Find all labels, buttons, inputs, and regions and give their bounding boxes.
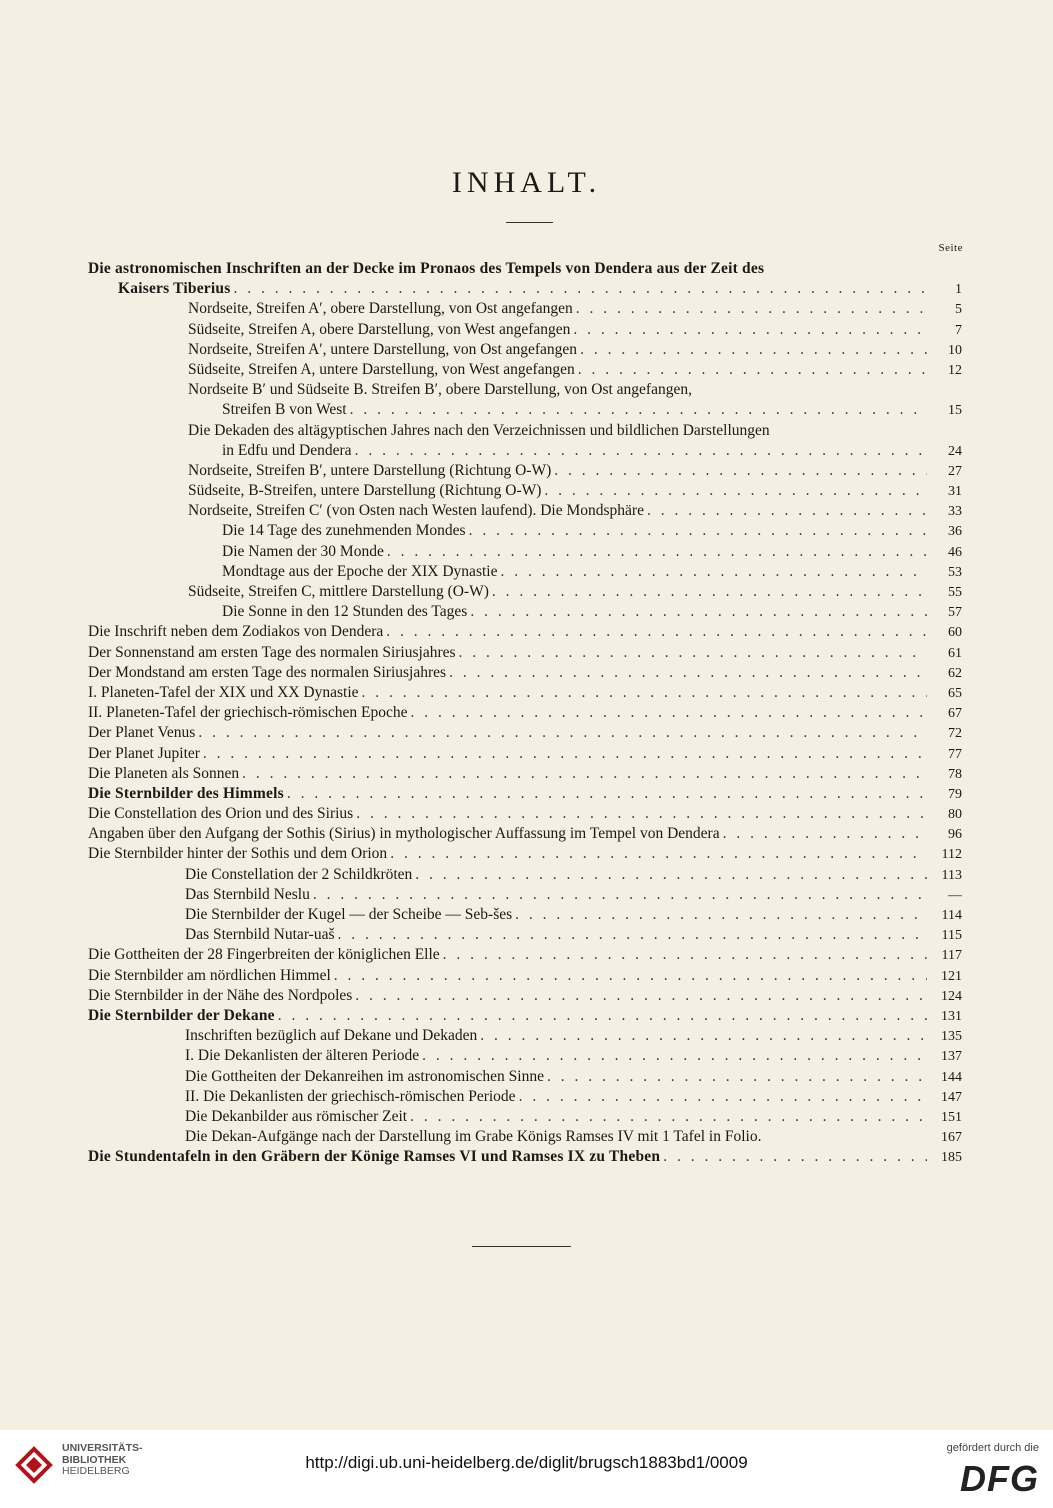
toc-entry-page: 33 [948, 504, 962, 520]
title-rule [506, 222, 553, 223]
toc-entry-page: 12 [948, 362, 962, 378]
toc-entry-title: Der Mondstand am ersten Tage des normalen Siriusjahres [88, 663, 447, 681]
toc-entry-title: I. Die Dekanlisten der älteren Periode [185, 1047, 420, 1065]
toc-entry-title: Die Sternbilder am nördlichen Himmel [88, 966, 331, 984]
toc-entry-title: Die 14 Tage des zunehmenden Mondes [222, 522, 466, 540]
leader-dots [492, 582, 927, 602]
toc-entry-title: Die Sternbilder der Kugel — der Scheibe — Seb-šes [185, 906, 513, 923]
toc-entry [88, 602, 962, 622]
toc-entry [88, 744, 962, 764]
toc-entry [88, 481, 962, 501]
bottom-rule [472, 1246, 571, 1247]
toc-entry-title: Südseite, Streifen A, obere Darstellung, von West angefangen [188, 320, 571, 338]
leader-dots [470, 602, 927, 622]
toc-entry-page: 185 [941, 1150, 962, 1166]
toc-entry-page: 65 [948, 685, 962, 701]
toc-entry [88, 1087, 962, 1107]
toc-entry [88, 259, 962, 279]
toc-entry-title: Die Dekaden des altägyptischen Jahres nach den Verzeichnissen und bildlichen Darstellungen [188, 421, 770, 439]
toc-entry-page: 77 [948, 746, 962, 762]
toc-entry [88, 1147, 962, 1167]
toc-entry [88, 360, 962, 380]
dfg-logo: DFG [960, 1458, 1039, 1499]
toc-entry-title: Die Gottheiten der 28 Fingerbreiten der königlichen Elle [88, 946, 440, 964]
toc-entry [88, 905, 962, 925]
toc-entry [88, 340, 962, 360]
toc-entry [88, 542, 962, 562]
leader-dots [278, 1006, 927, 1026]
leader-dots [355, 441, 927, 461]
toc-entry-title: Nordseite, Streifen C′ (von Osten nach Westen laufend). Die Mondsphäre [188, 502, 644, 520]
toc-entry-page: 167 [941, 1130, 962, 1146]
toc-entry-title: II. Planeten-Tafel der griechisch-römischen Epoche [88, 704, 408, 722]
toc-entry-page: 135 [941, 1029, 962, 1045]
toc-entry-title: Die Sternbilder des Himmels [88, 784, 284, 802]
leader-dots [411, 703, 927, 723]
toc-entry-page: 137 [941, 1049, 962, 1065]
toc-entry-title: Die Inschrift neben dem Zodiakos von Dendera [88, 623, 384, 641]
toc-entry-page: 113 [941, 867, 962, 883]
leader-dots [544, 481, 927, 501]
toc-entry-title: Der Planet Venus [88, 724, 196, 742]
toc-entry-page: 27 [948, 463, 962, 479]
toc-entry-page: 147 [941, 1089, 962, 1105]
toc-entry [88, 622, 962, 642]
leader-dots [334, 966, 927, 986]
toc-entry-title: Kaisers Tiberius [118, 280, 231, 298]
toc-entry-title: Inschriften bezüglich auf Dekane und Dekaden [185, 1027, 478, 1045]
toc-entry-page: 67 [948, 706, 962, 722]
toc-entry-title: Der Sonnenstand am ersten Tage des normalen Siriusjahres [88, 643, 456, 661]
leader-dots [580, 340, 927, 360]
toc-entry [88, 521, 962, 541]
leader-dots [356, 804, 927, 824]
leader-dots [459, 643, 927, 663]
toc-entry [88, 865, 962, 885]
toc-entry [88, 1067, 962, 1087]
toc-entry-page: 10 [948, 342, 962, 358]
toc-entry-page: 1 [955, 282, 962, 298]
table-of-contents [88, 259, 962, 1167]
toc-entry [88, 663, 962, 683]
leader-dots [233, 279, 927, 299]
toc-entry-title: in Edfu und Dendera [222, 441, 352, 459]
toc-entry-title: Die Namen der 30 Monde [222, 542, 384, 560]
leader-dots [663, 1147, 927, 1167]
leader-dots [410, 1107, 927, 1127]
source-url-link[interactable]: http://digi.ub.uni-heidelberg.de/diglit/brugsch1883bd1/0009 [305, 1453, 748, 1472]
toc-entry [88, 1046, 962, 1066]
toc-entry [88, 683, 962, 703]
toc-entry [88, 461, 962, 481]
toc-entry-title: Die Dekan-Aufgänge nach der Darstellung im Grabe Königs Ramses IV mit 1 Tafel in Folio. [185, 1128, 762, 1146]
footer [0, 1430, 1053, 1508]
toc-entry-page: 131 [941, 1008, 962, 1024]
toc-entry-page: 78 [948, 766, 962, 782]
toc-entry-title: Die Stundentafeln in den Gräbern der Könige Ramses VI und Ramses IX zu Theben [88, 1148, 661, 1166]
toc-entry-page: — [948, 887, 962, 903]
toc-entry-page: 31 [948, 484, 962, 500]
leader-dots [362, 683, 927, 703]
toc-entry [88, 804, 962, 824]
toc-entry [88, 299, 962, 319]
toc-entry-page: 79 [948, 786, 962, 802]
leader-dots [723, 824, 927, 844]
leader-dots [576, 299, 927, 319]
toc-entry-title: Südseite, Streifen A, untere Darstellung, von West angefangen [188, 360, 575, 378]
library-name: UNIVERSITÄTS- BIBLIOTHEK HEIDELBERG [62, 1442, 143, 1477]
leader-dots [386, 622, 927, 642]
leader-dots [415, 865, 927, 885]
toc-entry [88, 562, 962, 582]
toc-entry-page: 53 [948, 564, 962, 580]
leader-dots [519, 1087, 927, 1107]
toc-entry-title: Die astronomischen Inschriften an der Decke im Pronaos des Tempels von Dendera aus der Zeit des [88, 260, 765, 277]
toc-entry [88, 1127, 962, 1147]
toc-entry-title: Die Gottheiten der Dekanreihen im astronomischen Sinne [185, 1067, 544, 1085]
toc-entry-title: Die Dekanbilder aus römischer Zeit [185, 1107, 408, 1125]
toc-entry-title: Nordseite B′ und Südseite B. Streifen B′, obere Darstellung, von Ost angefangen, [188, 381, 692, 399]
toc-entry-page: 96 [948, 827, 962, 843]
toc-entry [88, 925, 962, 945]
leader-dots [390, 844, 927, 864]
toc-entry-page: 61 [948, 645, 962, 661]
toc-entry-title: Angaben über den Aufgang der Sothis (Sirius) in mythologischer Auffassung im Tempel von Dendera [88, 825, 720, 843]
leader-dots [449, 663, 927, 683]
leader-dots [242, 764, 927, 784]
toc-entry-title: Die Sternbilder in der Nähe des Nordpoles [88, 986, 353, 1004]
toc-entry [88, 1006, 962, 1026]
toc-entry-page: 7 [955, 322, 962, 338]
toc-entry-page: 5 [955, 302, 962, 318]
toc-entry-page: 112 [941, 847, 962, 863]
toc-entry [88, 1107, 962, 1127]
toc-entry-page: 80 [948, 807, 962, 823]
leader-dots [198, 723, 927, 743]
toc-entry-title: Die Constellation der 2 Schildkröten [185, 865, 413, 883]
funded-by-label: gefördert durch die [946, 1442, 1039, 1454]
toc-entry-title: Südseite, B-Streifen, untere Darstellung (Richtung O-W) [188, 482, 542, 500]
toc-entry-title: Der Planet Jupiter [88, 744, 200, 762]
leader-dots [355, 986, 927, 1006]
toc-entry-page: 151 [941, 1109, 962, 1125]
toc-entry [88, 582, 962, 602]
toc-entry-page: 115 [941, 928, 962, 944]
toc-entry-page: 144 [941, 1069, 962, 1085]
leader-dots [573, 320, 927, 340]
toc-entry [88, 441, 962, 461]
toc-entry [88, 824, 962, 844]
toc-entry [88, 723, 962, 743]
leader-dots [443, 945, 927, 965]
page-title: INHALT. [451, 166, 602, 199]
toc-entry [88, 501, 962, 521]
toc-entry-page: 117 [941, 948, 962, 964]
toc-entry [88, 764, 962, 784]
toc-entry [88, 1026, 962, 1046]
leader-dots [469, 521, 927, 541]
toc-entry [88, 421, 962, 441]
toc-entry [88, 986, 962, 1006]
toc-entry-page: 24 [948, 443, 962, 459]
toc-entry-page: 57 [948, 605, 962, 621]
toc-entry-title: Das Sternbild Nutar-uaš [185, 926, 335, 944]
toc-entry-title: I. Planeten-Tafel der XIX und XX Dynastie [88, 683, 359, 701]
toc-entry-title: Die Sternbilder hinter der Sothis und dem Orion [88, 845, 388, 863]
toc-entry [88, 844, 962, 864]
toc-entry [88, 945, 962, 965]
toc-entry-page: 114 [941, 908, 962, 923]
leader-dots [313, 885, 927, 905]
toc-entry-title: Nordseite, Streifen A′, obere Darstellung, von Ost angefangen [188, 300, 573, 318]
toc-entry [88, 966, 962, 986]
leader-dots [554, 461, 927, 481]
toc-entry-title: Die Constellation des Orion und des Sirius [88, 805, 354, 823]
toc-entry [88, 279, 962, 299]
toc-entry [88, 643, 962, 663]
toc-entry-page: 46 [948, 544, 962, 560]
leader-dots [647, 501, 927, 521]
toc-entry-title: Mondtage aus der Epoche der XIX Dynastie [222, 562, 498, 580]
toc-entry [88, 320, 962, 340]
toc-entry-page: 124 [941, 988, 962, 1004]
leader-dots [287, 784, 927, 804]
toc-entry-page: 36 [948, 524, 962, 540]
toc-entry-title: II. Die Dekanlisten der griechisch-römischen Periode [185, 1087, 516, 1105]
toc-entry-page: 55 [948, 585, 962, 600]
toc-entry [88, 400, 962, 420]
toc-entry-title: Südseite, Streifen C, mittlere Darstellung (O-W) [188, 583, 489, 600]
leader-dots [500, 562, 927, 582]
toc-entry-title: Nordseite, Streifen A′, untere Darstellung, von Ost angefangen [188, 340, 578, 358]
toc-entry [88, 885, 962, 905]
toc-entry-page: 121 [941, 968, 962, 984]
leader-dots [350, 400, 927, 420]
leader-dots [515, 905, 927, 925]
leader-dots [422, 1046, 927, 1066]
toc-entry-title: Nordseite, Streifen B′, untere Darstellung (Richtung O-W) [188, 461, 552, 479]
leader-dots [547, 1067, 927, 1087]
toc-entry [88, 703, 962, 723]
leader-dots [480, 1026, 927, 1046]
toc-entry-title: Die Sonne in den 12 Stunden des Tages [222, 603, 468, 621]
toc-entry [88, 380, 962, 400]
toc-entry [88, 784, 962, 804]
toc-entry-title: Die Planeten als Sonnen [88, 764, 240, 782]
toc-entry-page: 72 [948, 726, 962, 742]
toc-entry-page: 15 [948, 403, 962, 419]
toc-entry-title: Streifen B von West [222, 401, 347, 419]
leader-dots [387, 542, 927, 562]
page-column-label: Seite [938, 242, 963, 254]
leader-dots [578, 360, 927, 380]
toc-entry-page: 60 [948, 625, 962, 641]
toc-entry-title: Die Sternbilder der Dekane [88, 1006, 275, 1024]
toc-entry-title: Das Sternbild Neslu [185, 885, 310, 903]
leader-dots [338, 925, 928, 945]
toc-entry-page: 62 [948, 665, 962, 681]
leader-dots [203, 744, 927, 764]
